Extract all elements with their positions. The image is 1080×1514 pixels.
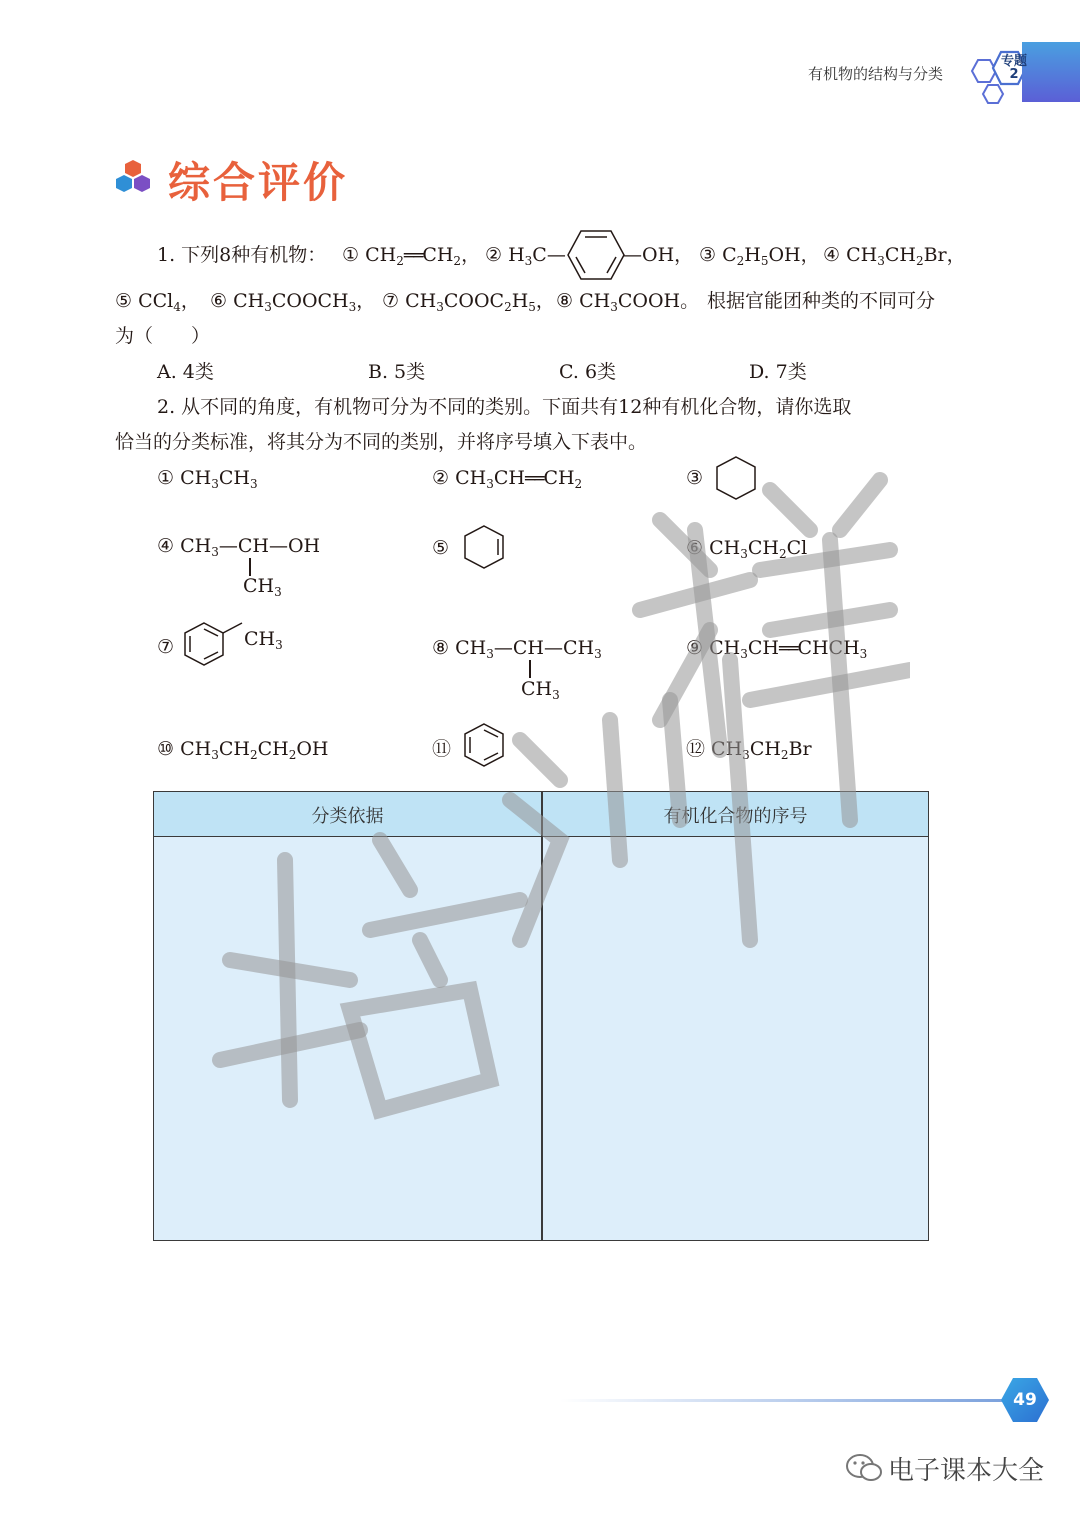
cubes-icon — [114, 158, 154, 196]
compound-2-label: ② — [432, 467, 450, 489]
q1-item-2-right: —OH， — [623, 244, 694, 266]
compound-8-label: ⑧ — [432, 637, 450, 659]
table-col-basis: 分类依据 — [311, 806, 384, 827]
table-col-numbers: 有机化合物的序号 — [663, 806, 808, 827]
compound-8-branch: $CH_3$ — [521, 678, 560, 702]
page-number-rule — [560, 1399, 1010, 1402]
compound-1-label: ① — [157, 467, 175, 489]
badge-label: 专题 — [1000, 54, 1027, 69]
badge-number: 2 — [1009, 67, 1019, 82]
cyclohexane-icon — [714, 455, 758, 501]
q1-item-8: ⑧ $CH_3COOH$。 — [556, 290, 700, 314]
compound-12: ⑫ $CH_3CH_2Br$ — [686, 738, 812, 762]
q2-line1: 2. 从不同的角度，有机物可分为不同的类别。下面共有12种有机化合物，请你选取 — [157, 396, 852, 418]
compound-7-methyl: $CH_3$ — [244, 628, 283, 652]
q1-item-5: ⑤ CCl$_4$， — [115, 290, 200, 314]
q1-question-end: 为（ ） — [115, 325, 211, 347]
compound-6-label: ⑥ — [686, 537, 704, 559]
compound-4: ④ $CH_3—CH—OH$ — [157, 535, 321, 559]
table-cell-basis[interactable] — [154, 838, 540, 1238]
q1-option-a[interactable]: A. 4类 — [157, 361, 214, 383]
compound-4-branch: $CH_3$ — [243, 575, 282, 599]
cyclohexene-icon — [462, 524, 506, 570]
footer-brand: 电子课本大全 — [888, 1456, 1045, 1486]
q1-item-3: ③ $C_2H_5OH$， — [699, 244, 820, 268]
wechat-icon — [845, 1452, 885, 1484]
classification-table — [153, 791, 929, 1241]
chapter-tab — [1022, 42, 1080, 102]
compound-5-label: ⑤ — [432, 537, 450, 559]
q1-question-tail: 根据官能团种类的不同可分 — [707, 290, 936, 312]
compound-4-label: ④ — [157, 535, 175, 557]
q1-item-4: ④ $CH_3CH_2Br$， — [823, 244, 966, 268]
compound-8: ⑧ $CH_3—CH—CH_3$ — [432, 637, 602, 661]
compound-6: ⑥ $CH_3CH_2Cl$ — [686, 537, 808, 561]
compound-1: ① $CH_3CH_3$ — [157, 467, 258, 491]
benzene-ring-icon — [566, 226, 626, 284]
compound-10: ⑩ $CH_3CH_2CH_2OH$ — [157, 738, 329, 762]
q1-item-1: ① $CH_2══CH_2$， — [342, 244, 481, 268]
page-number: 49 — [1013, 1390, 1037, 1410]
benzene-icon — [462, 722, 506, 768]
compound-10-label: ⑩ — [157, 738, 175, 760]
chapter-title: 有机物的结构与分类 — [808, 65, 944, 83]
compound-8-bond — [529, 660, 531, 678]
compound-3-label: ③ — [686, 467, 704, 489]
q1-item-2-left: ② $H_3C—$ — [485, 244, 566, 268]
compound-2: ② $CH_3CH══CH_2$ — [432, 467, 583, 491]
section-title: 综合评价 — [168, 158, 349, 207]
q1-option-c[interactable]: C. 6类 — [559, 361, 617, 383]
chapter-badge — [1000, 55, 1028, 81]
q2-line2: 恰当的分类标准，将其分为不同的类别，并将序号填入下表中。 — [115, 431, 648, 453]
compound-9-label: ⑨ — [686, 637, 704, 659]
compound-9: ⑨ $CH_3CH══CHCH_3$ — [686, 637, 868, 661]
q1-item-7: ⑦ $CH_3COOC_2H_5$， — [382, 290, 555, 314]
q1-option-b[interactable]: B. 5类 — [368, 361, 426, 383]
compound-11-label: ⑪ — [432, 738, 452, 760]
compound-7-label: ⑦ — [157, 636, 175, 658]
q1-lead: 1. 下列8种有机物： — [157, 244, 327, 266]
q1-item-6: ⑥ $CH_3COOCH_3$， — [210, 290, 376, 314]
q1-option-d[interactable]: D. 7类 — [749, 361, 807, 383]
compound-12-label: ⑫ — [686, 738, 706, 760]
table-cell-numbers[interactable] — [543, 838, 928, 1238]
